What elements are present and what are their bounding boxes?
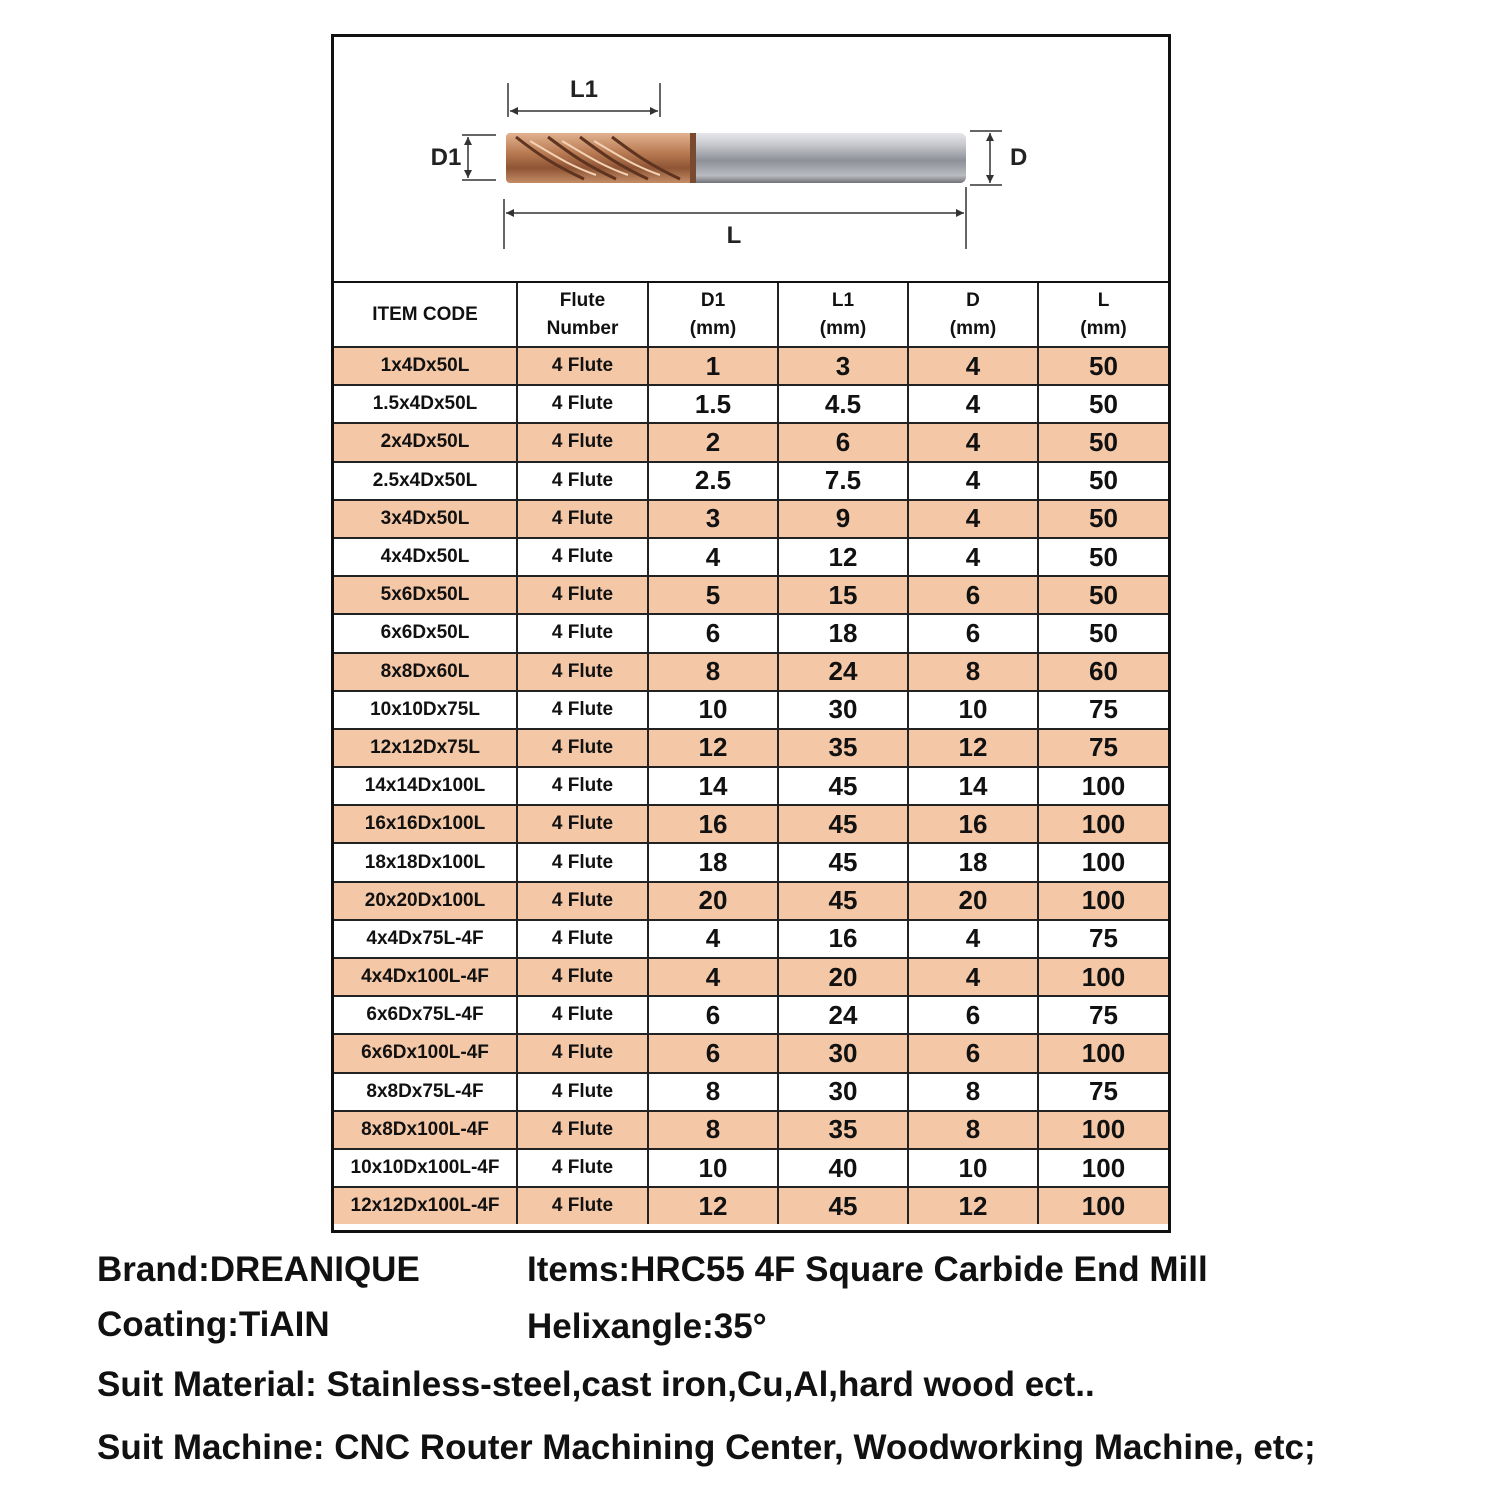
flute-cell: 4 Flute bbox=[517, 1073, 648, 1111]
item-code-cell: 5x6Dx50L bbox=[334, 576, 517, 614]
end-mill-drawing bbox=[334, 37, 1168, 281]
d1-cell: 4 bbox=[648, 538, 778, 576]
d-cell: 18 bbox=[908, 843, 1038, 881]
table-body bbox=[334, 347, 1168, 1224]
l-dimension bbox=[504, 187, 966, 249]
l-cell: 100 bbox=[1038, 1034, 1168, 1072]
item-code-cell: 14x14Dx100L bbox=[334, 767, 517, 805]
d1-cell: 6 bbox=[648, 614, 778, 652]
d1-cell: 12 bbox=[648, 1187, 778, 1224]
l-header bbox=[1038, 283, 1168, 347]
flute-cell: 4 Flute bbox=[517, 423, 648, 461]
l1-cell: 24 bbox=[778, 653, 908, 691]
l1-cell: 9 bbox=[778, 500, 908, 538]
d-cell: 20 bbox=[908, 882, 1038, 920]
l1-cell: 30 bbox=[778, 1034, 908, 1072]
l-cell: 100 bbox=[1038, 1149, 1168, 1187]
table-row bbox=[334, 385, 1168, 423]
flute-cell: 4 Flute bbox=[517, 767, 648, 805]
d-cell: 14 bbox=[908, 767, 1038, 805]
l-label: L bbox=[726, 222, 742, 249]
flute-cell: 4 Flute bbox=[517, 882, 648, 920]
l1-cell: 4.5 bbox=[778, 385, 908, 423]
suit-material-text: Suit Material: Stainless-steel,cast iron,Cu,Al,hard wood ect.. bbox=[97, 1365, 1095, 1404]
l-cell: 100 bbox=[1038, 958, 1168, 996]
l-cell: 50 bbox=[1038, 576, 1168, 614]
d1-cell: 8 bbox=[648, 1073, 778, 1111]
items-text: Items:HRC55 4F Square Carbide End Mill bbox=[527, 1250, 1208, 1289]
flute-cell: 4 Flute bbox=[517, 538, 648, 576]
header-text: (mm) bbox=[949, 317, 997, 339]
item-code-cell: 12x12Dx100L-4F bbox=[334, 1187, 517, 1224]
item-code-cell: 1.5x4Dx50L bbox=[334, 385, 517, 423]
l1-cell: 7.5 bbox=[778, 462, 908, 500]
d1-cell: 4 bbox=[648, 958, 778, 996]
d1-cell: 1.5 bbox=[648, 385, 778, 423]
flute-cell: 4 Flute bbox=[517, 1111, 648, 1149]
d-cell: 6 bbox=[908, 996, 1038, 1034]
flute-cell: 4 Flute bbox=[517, 614, 648, 652]
d1-cell: 18 bbox=[648, 843, 778, 881]
l1-dimension bbox=[508, 76, 660, 117]
item-code-cell: 16x16Dx100L bbox=[334, 805, 517, 843]
header-text: Number bbox=[546, 317, 619, 339]
l-cell: 100 bbox=[1038, 1187, 1168, 1224]
helix-angle-text: Helixangle:35° bbox=[527, 1307, 767, 1346]
d-dimension bbox=[970, 131, 1027, 185]
d1-cell: 12 bbox=[648, 729, 778, 767]
item-code-cell: 18x18Dx100L bbox=[334, 843, 517, 881]
l1-cell: 30 bbox=[778, 1073, 908, 1111]
header-text: (mm) bbox=[1080, 317, 1127, 339]
table-header-row bbox=[334, 283, 1168, 347]
table-row bbox=[334, 882, 1168, 920]
d-cell: 16 bbox=[908, 805, 1038, 843]
flute-number-header bbox=[517, 283, 648, 347]
d1-cell: 1 bbox=[648, 347, 778, 385]
flute-cell: 4 Flute bbox=[517, 1149, 648, 1187]
table-row bbox=[334, 920, 1168, 958]
l-cell: 100 bbox=[1038, 805, 1168, 843]
l1-cell: 3 bbox=[778, 347, 908, 385]
l-cell: 100 bbox=[1038, 882, 1168, 920]
table-row bbox=[334, 691, 1168, 729]
table-row bbox=[334, 729, 1168, 767]
table-row bbox=[334, 423, 1168, 461]
flutes bbox=[506, 133, 696, 183]
l-cell: 75 bbox=[1038, 1073, 1168, 1111]
item-code-cell: 8x8Dx60L bbox=[334, 653, 517, 691]
d1-cell: 10 bbox=[648, 1149, 778, 1187]
table-row bbox=[334, 614, 1168, 652]
l1-cell: 45 bbox=[778, 843, 908, 881]
table-row bbox=[334, 1187, 1168, 1224]
l1-cell: 16 bbox=[778, 920, 908, 958]
shank bbox=[690, 133, 966, 183]
coating-text: Coating:TiAIN bbox=[97, 1305, 330, 1344]
flute-cell: 4 Flute bbox=[517, 691, 648, 729]
l1-cell: 12 bbox=[778, 538, 908, 576]
header-text: D bbox=[966, 289, 980, 311]
l-cell: 50 bbox=[1038, 462, 1168, 500]
table-row bbox=[334, 653, 1168, 691]
item-code-cell: 3x4Dx50L bbox=[334, 500, 517, 538]
l1-cell: 45 bbox=[778, 767, 908, 805]
table-row bbox=[334, 843, 1168, 881]
flute-cell: 4 Flute bbox=[517, 729, 648, 767]
item-code-cell: 4x4Dx50L bbox=[334, 538, 517, 576]
flute-cell: 4 Flute bbox=[517, 996, 648, 1034]
l-cell: 50 bbox=[1038, 614, 1168, 652]
d-cell: 8 bbox=[908, 653, 1038, 691]
d1-header bbox=[648, 283, 778, 347]
l1-cell: 40 bbox=[778, 1149, 908, 1187]
d1-cell: 4 bbox=[648, 920, 778, 958]
header-text: L1 bbox=[831, 289, 855, 311]
l-cell: 75 bbox=[1038, 920, 1168, 958]
table-row bbox=[334, 996, 1168, 1034]
l-cell: 50 bbox=[1038, 538, 1168, 576]
d-cell: 4 bbox=[908, 500, 1038, 538]
l1-label: L1 bbox=[569, 76, 599, 103]
l-cell: 100 bbox=[1038, 1111, 1168, 1149]
d-cell: 4 bbox=[908, 958, 1038, 996]
l-cell: 100 bbox=[1038, 843, 1168, 881]
table-row bbox=[334, 347, 1168, 385]
flute-cell: 4 Flute bbox=[517, 920, 648, 958]
table-row bbox=[334, 1111, 1168, 1149]
flute-cell: 4 Flute bbox=[517, 843, 648, 881]
table-row bbox=[334, 1034, 1168, 1072]
l1-cell: 24 bbox=[778, 996, 908, 1034]
table-row bbox=[334, 1149, 1168, 1187]
d-cell: 8 bbox=[908, 1111, 1038, 1149]
table-row bbox=[334, 500, 1168, 538]
flute-cell: 4 Flute bbox=[517, 385, 648, 423]
header-text: (mm) bbox=[819, 317, 867, 339]
d1-cell: 2 bbox=[648, 423, 778, 461]
d1-cell: 3 bbox=[648, 500, 778, 538]
l-cell: 50 bbox=[1038, 385, 1168, 423]
item-code-cell: 8x8Dx75L-4F bbox=[334, 1073, 517, 1111]
l1-cell: 30 bbox=[778, 691, 908, 729]
flute-cell: 4 Flute bbox=[517, 1187, 648, 1224]
flute-cell: 4 Flute bbox=[517, 347, 648, 385]
d1-cell: 14 bbox=[648, 767, 778, 805]
l1-cell: 45 bbox=[778, 1187, 908, 1224]
l1-cell: 45 bbox=[778, 882, 908, 920]
d-cell: 4 bbox=[908, 347, 1038, 385]
table-row bbox=[334, 1073, 1168, 1111]
item-code-cell: 20x20Dx100L bbox=[334, 882, 517, 920]
l1-cell: 45 bbox=[778, 805, 908, 843]
l1-cell: 18 bbox=[778, 614, 908, 652]
d-cell: 4 bbox=[908, 385, 1038, 423]
l-cell: 50 bbox=[1038, 423, 1168, 461]
d-cell: 12 bbox=[908, 1187, 1038, 1224]
d1-cell: 2.5 bbox=[648, 462, 778, 500]
end-mill-diagram bbox=[334, 37, 1168, 283]
d-cell: 4 bbox=[908, 538, 1038, 576]
l1-cell: 15 bbox=[778, 576, 908, 614]
d1-cell: 5 bbox=[648, 576, 778, 614]
item-code-cell: 10x10Dx100L-4F bbox=[334, 1149, 517, 1187]
d1-cell: 10 bbox=[648, 691, 778, 729]
d1-cell: 6 bbox=[648, 996, 778, 1034]
d-cell: 4 bbox=[908, 920, 1038, 958]
d1-label: D1 bbox=[430, 144, 462, 171]
item-code-cell: 12x12Dx75L bbox=[334, 729, 517, 767]
table-row bbox=[334, 538, 1168, 576]
d-cell: 10 bbox=[908, 1149, 1038, 1187]
item-code-cell: 6x6Dx50L bbox=[334, 614, 517, 652]
d1-cell: 6 bbox=[648, 1034, 778, 1072]
d-cell: 6 bbox=[908, 576, 1038, 614]
l1-cell: 6 bbox=[778, 423, 908, 461]
header-text: (mm) bbox=[689, 317, 737, 339]
d-cell: 12 bbox=[908, 729, 1038, 767]
header-text: L bbox=[1097, 289, 1110, 311]
header-text: D1 bbox=[700, 289, 726, 311]
table-row bbox=[334, 576, 1168, 614]
d-header bbox=[908, 283, 1038, 347]
brand-text: Brand:DREANIQUE bbox=[97, 1250, 420, 1289]
spec-sheet-frame bbox=[331, 34, 1171, 1233]
l1-cell: 35 bbox=[778, 1111, 908, 1149]
d-cell: 4 bbox=[908, 462, 1038, 500]
d1-cell: 8 bbox=[648, 1111, 778, 1149]
d-label: D bbox=[1010, 144, 1028, 171]
l-cell: 60 bbox=[1038, 653, 1168, 691]
l-cell: 75 bbox=[1038, 996, 1168, 1034]
header-text: ITEM CODE bbox=[372, 303, 478, 325]
flute-cell: 4 Flute bbox=[517, 576, 648, 614]
l-cell: 50 bbox=[1038, 500, 1168, 538]
d1-cell: 16 bbox=[648, 805, 778, 843]
d-cell: 6 bbox=[908, 614, 1038, 652]
item-code-cell: 10x10Dx75L bbox=[334, 691, 517, 729]
end-mill-tool bbox=[506, 133, 966, 183]
item-code-cell: 6x6Dx100L-4F bbox=[334, 1034, 517, 1072]
item-code-cell: 4x4Dx100L-4F bbox=[334, 958, 517, 996]
table-row bbox=[334, 958, 1168, 996]
d1-cell: 8 bbox=[648, 653, 778, 691]
d-cell: 6 bbox=[908, 1034, 1038, 1072]
table-row bbox=[334, 767, 1168, 805]
item-code-header bbox=[334, 283, 517, 347]
d1-dimension bbox=[431, 135, 496, 180]
item-code-cell: 2.5x4Dx50L bbox=[334, 462, 517, 500]
l-cell: 75 bbox=[1038, 729, 1168, 767]
item-code-cell: 4x4Dx75L-4F bbox=[334, 920, 517, 958]
flute-cell: 4 Flute bbox=[517, 958, 648, 996]
d-cell: 10 bbox=[908, 691, 1038, 729]
flute-cell: 4 Flute bbox=[517, 500, 648, 538]
table-row bbox=[334, 462, 1168, 500]
suit-machine-text: Suit Machine: CNC Router Machining Center, Woodworking Machine, etc; bbox=[97, 1428, 1316, 1467]
item-code-cell: 8x8Dx100L-4F bbox=[334, 1111, 517, 1149]
l1-cell: 20 bbox=[778, 958, 908, 996]
l1-cell: 35 bbox=[778, 729, 908, 767]
flute-cell: 4 Flute bbox=[517, 805, 648, 843]
l-cell: 50 bbox=[1038, 347, 1168, 385]
flute-cell: 4 Flute bbox=[517, 462, 648, 500]
table-row bbox=[334, 805, 1168, 843]
header-text: Flute bbox=[559, 289, 606, 311]
flute-cell: 4 Flute bbox=[517, 1034, 648, 1072]
d-cell: 4 bbox=[908, 423, 1038, 461]
l-cell: 75 bbox=[1038, 691, 1168, 729]
spec-table bbox=[334, 283, 1168, 1224]
d1-cell: 20 bbox=[648, 882, 778, 920]
l1-header bbox=[778, 283, 908, 347]
l-cell: 100 bbox=[1038, 767, 1168, 805]
item-code-cell: 2x4Dx50L bbox=[334, 423, 517, 461]
d-cell: 8 bbox=[908, 1073, 1038, 1111]
flute-cell: 4 Flute bbox=[517, 653, 648, 691]
item-code-cell: 1x4Dx50L bbox=[334, 347, 517, 385]
item-code-cell: 6x6Dx75L-4F bbox=[334, 996, 517, 1034]
